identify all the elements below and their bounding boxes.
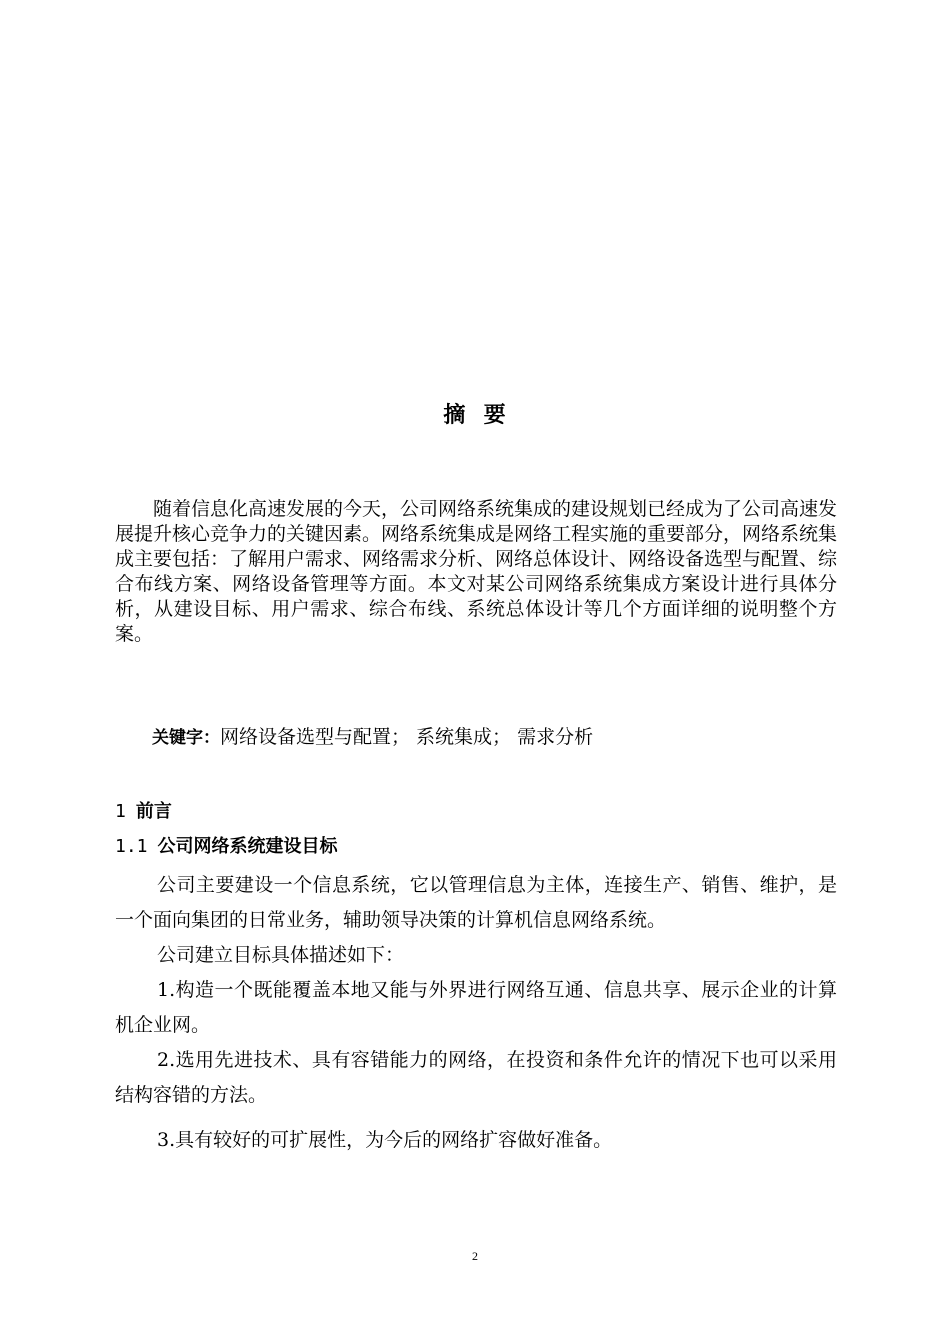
keywords-text: 网络设备选型与配置； 系统集成； 需求分析: [220, 726, 594, 748]
section-heading-1-1: [115, 833, 338, 861]
section-title: 前言: [135, 801, 172, 822]
paragraph-goal-2: 2.选用先进技术、具有容错能力的网络，在投资和条件允许的情况下也可以采用结构容错的方法。: [115, 1049, 837, 1106]
paragraph-goal-1: 1.构造一个既能覆盖本地又能与外界进行网络互通、信息共享、展示企业的计算机企业网。: [115, 979, 837, 1036]
section-number: 1: [115, 801, 126, 822]
subsection-number: 1.1: [115, 836, 148, 857]
paragraph-goals-lead: 公司建立目标具体描述如下：: [157, 944, 405, 966]
keywords-label: 关键字：: [152, 728, 220, 748]
paragraph-goal-3: 3.具有较好的可扩展性，为今后的网络扩容做好准备。: [157, 1129, 613, 1151]
keywords-line: [152, 723, 593, 752]
section-heading-1: [115, 798, 172, 826]
page-number: 2: [472, 1249, 478, 1263]
abstract-body: 随着信息化高速发展的今天，公司网络系统集成的建设规划已经成为了公司高速发展提升核心竞争力的关键因素。网络系统集成是网络工程实施的重要部分，网络系统集成主要包括：了解用户需求、网络需求分析、网络总体设计、网络设备选型与配置、综合布线方案、网络设备管理等方面。本文对某公司网络系统集成方案设计进行具体分析，从建设目标、用户需求、综合布线、系统总体设计等几个方面详细的说明整个方案。: [115, 498, 838, 645]
paragraph-intro: 公司主要建设一个信息系统，它以管理信息为主体，连接生产、销售、维护，是一个面向集团的日常业务，辅助领导决策的计算机信息网络系统。: [115, 874, 837, 931]
abstract-title: 摘 要: [443, 403, 507, 428]
subsection-title: 公司网络系统建设目标: [157, 836, 338, 857]
